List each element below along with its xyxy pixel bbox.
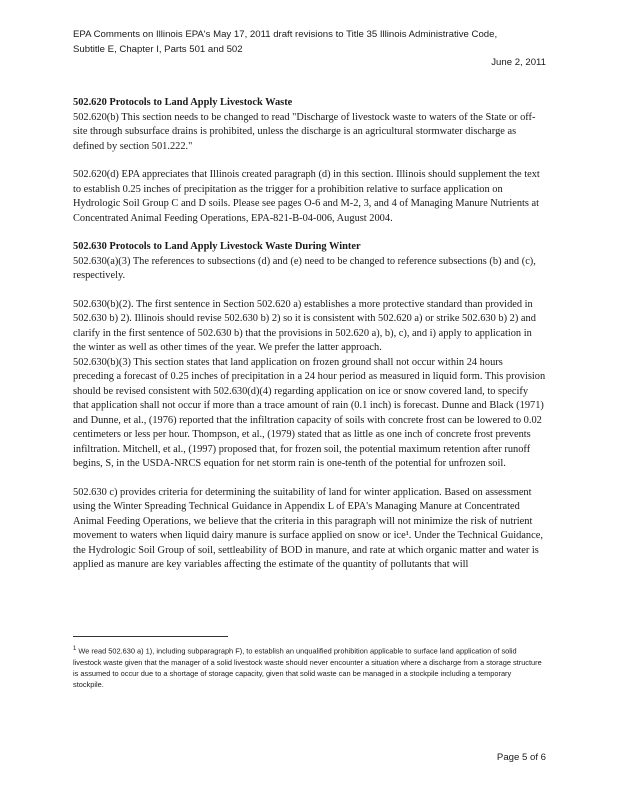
paragraph-502-630-c: 502.630 c) provides criteria for determining the suitability of land for winter application. Based on assessment using the Winter Spreading Technical Guidance in Appendix L of EPA's Managing Manure at Concentrated Animal Feeding Operations, we believe that the criteria in this paragraph will not minimize the risk of nutrient movement to waters when liquid dairy manure is surface applied on snow or ice¹. Under the Technical Guidance, the Hydrologic Soil Group of soil, settleability of BOD in manure, and rate at which organic matter and water is applied as manure are key variables affecting the estimate of the quantity of pollutants that will [73,486,543,570]
paragraph-502-630-a-3: 502.630(a)(3) The references to subsections (d) and (e) need to be changed to reference subsections (b) and (c), respectively. [73,255,536,281]
header-date: June 2, 2011 [491,57,546,68]
footnote-text: We read 502.630 a) 1), including subparagraph F), to establish an unqualified prohibition applicable to surface land application of solid livestock waste given that the manager of a solid livestock waste should never encounter a situation where a discharge from a storage structure is assumed to occur due to a shortage of storage capacity, given that solid waste can be managed in a stockpile including a temporary stockpile. [73,646,542,690]
footnote [73,644,543,690]
header-title-line-1: EPA Comments on Illinois EPA's May 17, 2011 draft revisions to Title 35 Illinois Administrative Code, [73,29,498,40]
paragraph-502-630-b-3: 502.630(b)(3) This section states that land application on frozen ground shall not occur within 24 hours preceding a forecast of 0.25 inches of precipitation in a 24 hour period as measured in liquid form. This provision should be revised consistent with 502.630(d)(4) regarding application on ice or snow covered land, to specify that application shall not occur if more than a trace amount of rain (0.1 inch) is forecast. Dunne and Black (1971) and Dunne, et al., (1976) reported that the infiltration capacity of soils with concrete frost can be lowered to 0.02 centimeters or less per hour. Thompson, et al., (1979) stated that as little as one inch of concrete frost prevents infiltration. Mitchell, et al., (1997) proposed that, for frozen soil, the potential maximum retention after runoff begins, S, in the USDA-NRCS equation for net storm rain is one-tenth of the potential for unfrozen soil. [73,356,546,469]
footnote-divider [73,636,228,637]
paragraph-502-630-b-2: 502.630(b)(2). The first sentence in Section 502.620 a) establishes a more protective standard than provided in 502.630 b) 2). Illinois should revise 502.630 b) 2) so it is consistent with 502.620 a) or strike 502.630 b) 2) and clarify in the first sentence of 502.630 b) that the provisions in 502.620 a), b), c), and i) apply to application in the winter as well as other times of the year. We prefer the latter approach. [73,298,536,353]
section-heading-502-630 [73,240,546,255]
header-title-line-2: Subtitle E, Chapter I, Parts 501 and 502 [73,44,243,55]
document-header [73,27,553,57]
paragraph-502-620-b: 502.620(b) This section needs to be changed to read "Discharge of livestock waste to waters of the State or off-site through subsurface drains is prohibited, unless the discharge is an agricultural stormwater discharge as defined by section 501.222." [73,111,536,152]
document-body [73,96,546,587]
heading-text: 502.630 Protocols to Land Apply Livestock Waste During Winter [73,241,361,252]
heading-text: 502.620 Protocols to Land Apply Livestock Waste [73,97,293,108]
footnote-marker: 1 [73,646,77,652]
page-number: Page 5 of 6 [496,752,546,763]
paragraph-502-620-d: 502.620(d) EPA appreciates that Illinois created paragraph (d) in this section. Illinois should supplement the text to establish 0.25 inches of precipitation as the trigger for a prohibition relative to surface application on Hydrologic Soil Group C and D soils. Please see pages O-6 and M-2, 3, and 4 of Managing Manure Nutrients at Concentrated Animal Feeding Operations, EPA-821-B-04-006, August 2004. [73,169,540,224]
section-heading-502-620 [73,96,546,111]
